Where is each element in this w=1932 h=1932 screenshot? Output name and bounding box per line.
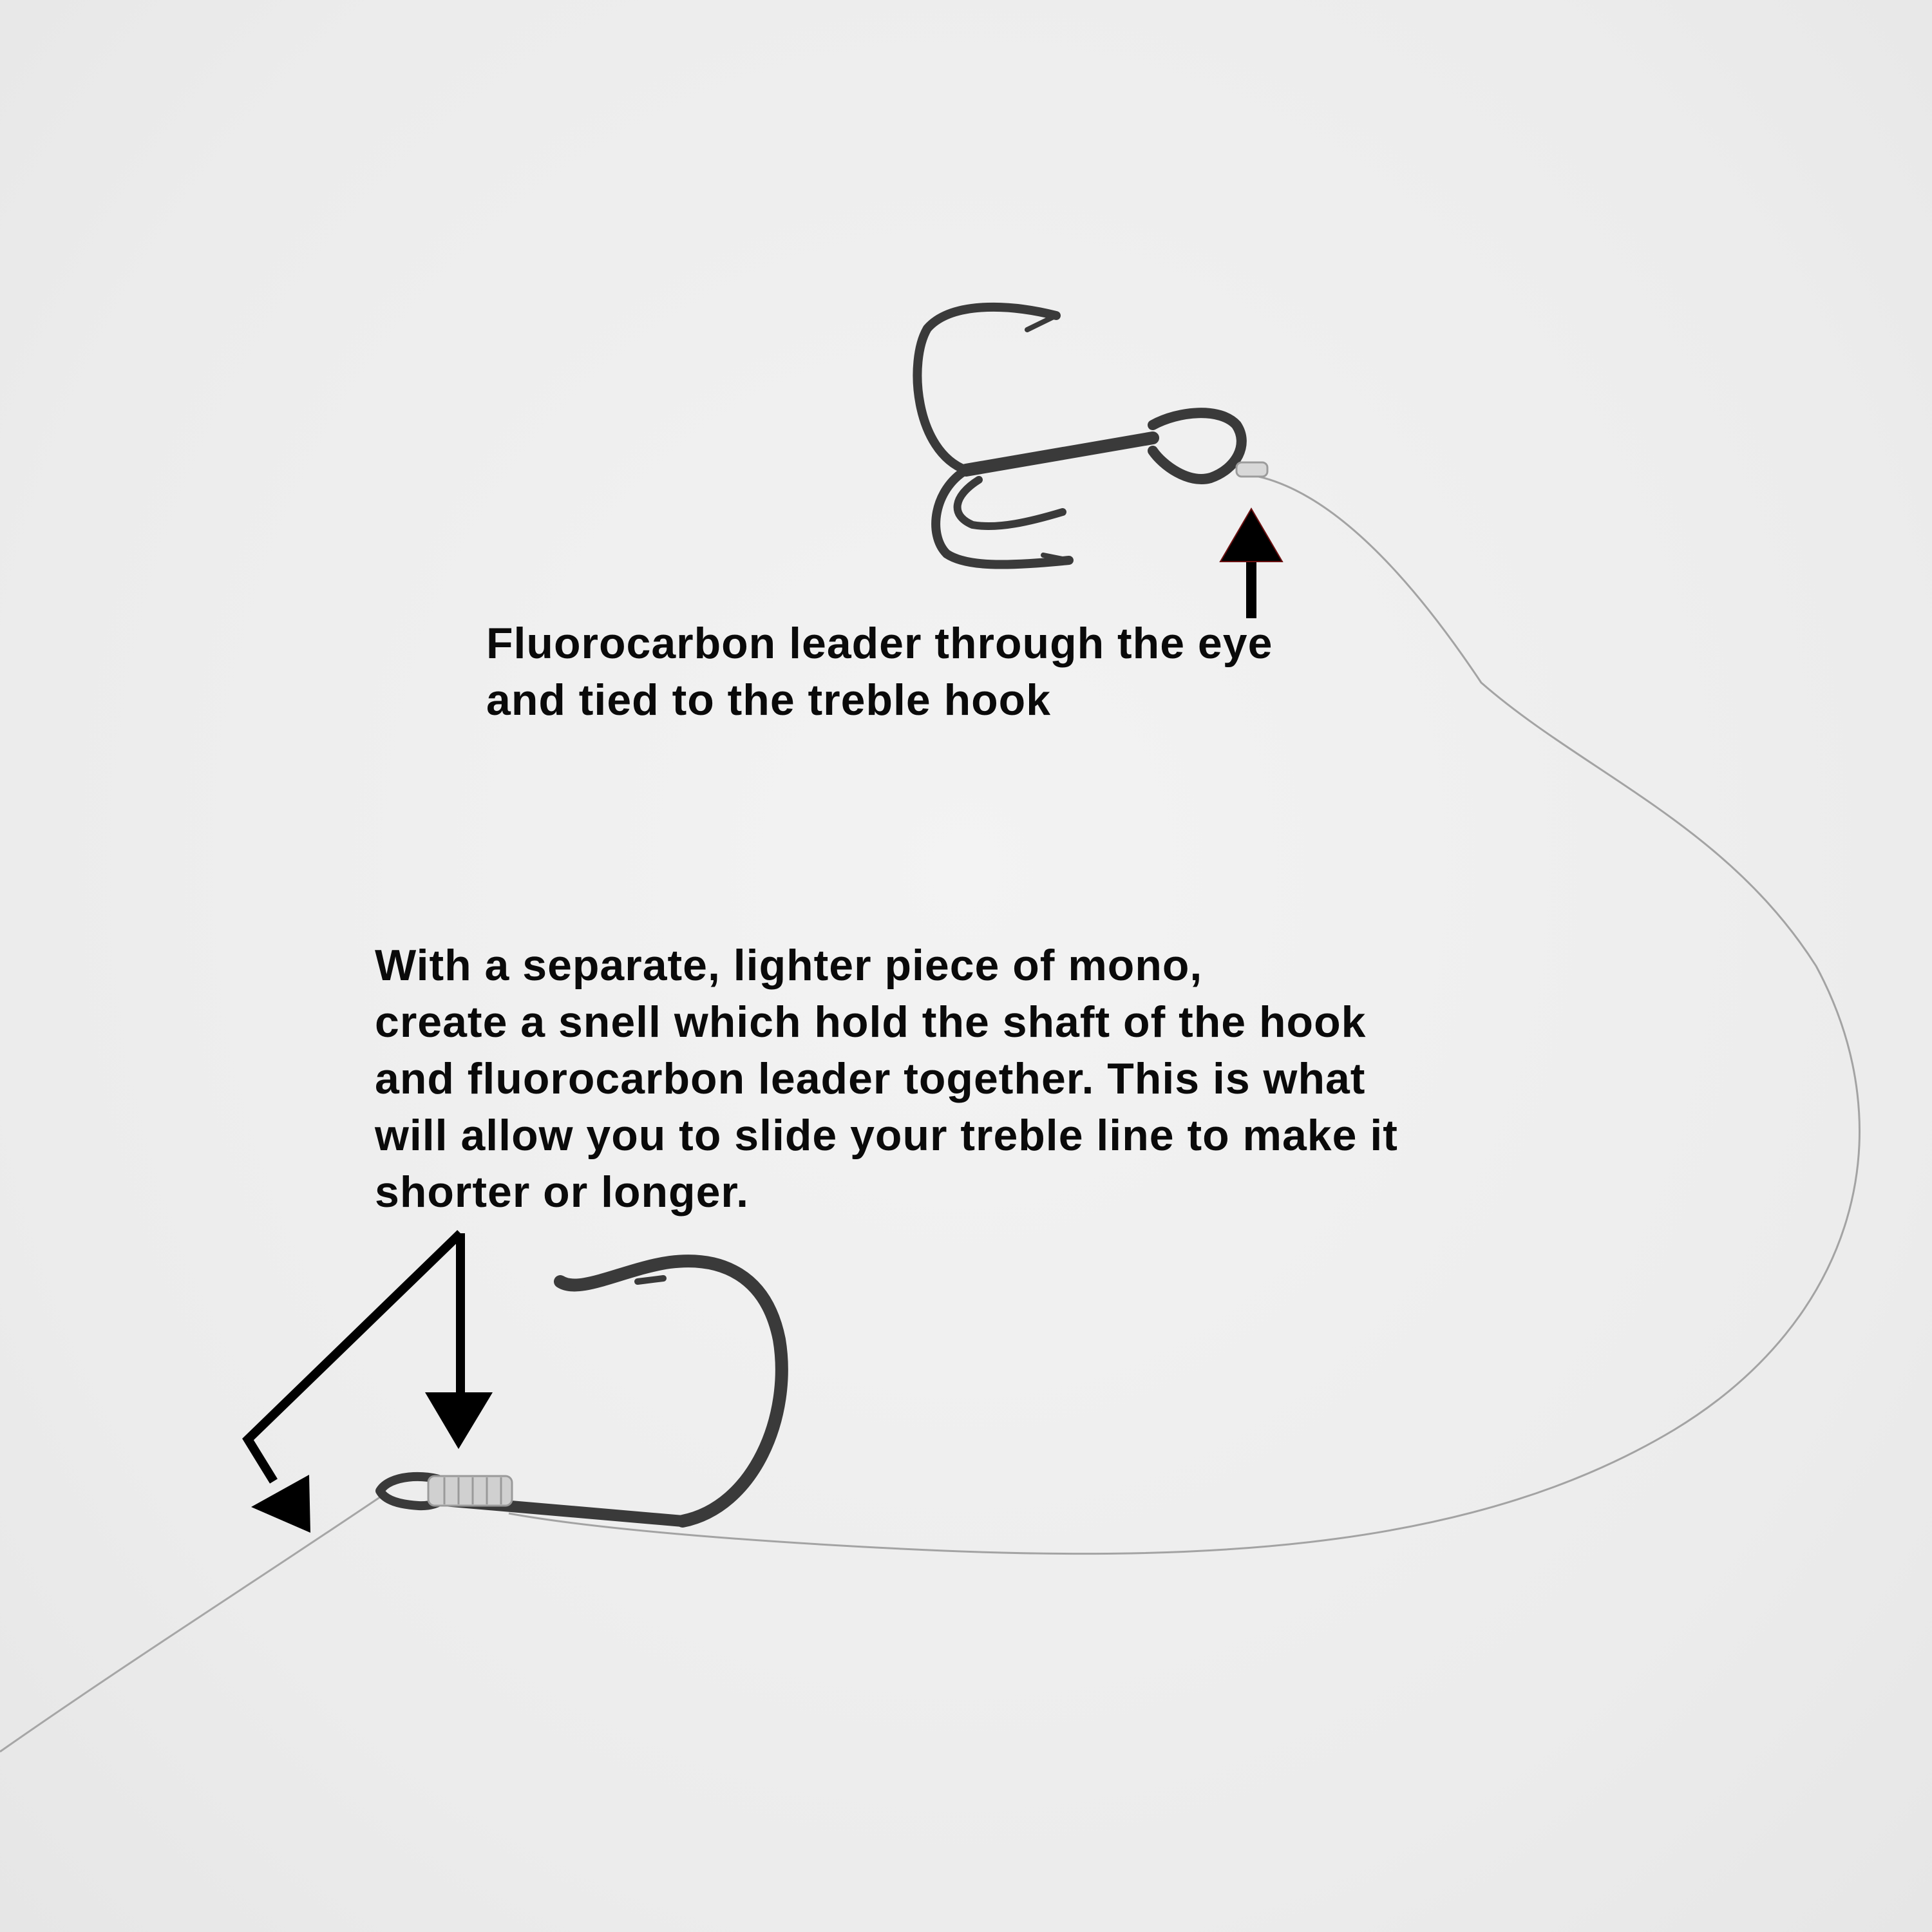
caption-snell (375, 937, 1398, 1220)
treble-hook-middle-bend (958, 480, 1063, 526)
single-hook-bend (560, 1261, 782, 1521)
treble-hook (917, 307, 1241, 565)
treble-hook-upper-bend (917, 307, 1056, 470)
arrows-to-snell (248, 1233, 460, 1481)
main-line (0, 1493, 386, 1752)
caption-line: With a separate, lighter piece of mono, (375, 941, 1203, 990)
caption-line: and tied to the treble hook (486, 676, 1052, 724)
treble-knot (1236, 462, 1267, 477)
arrow-to-treble-knot (1220, 509, 1282, 618)
snell-wrap (428, 1476, 512, 1506)
caption-line: shorter or longer. (375, 1168, 749, 1217)
arrow-head-left (251, 1475, 310, 1533)
caption-line: will allow you to slide your treble line to make it (375, 1111, 1398, 1160)
caption-line: and fluorocarbon leader together. This is what (375, 1054, 1366, 1103)
treble-hook-upper-barb (1027, 316, 1056, 330)
arrow-head-down (425, 1392, 493, 1449)
caption-line: Fluorocarbon leader through the eye (486, 619, 1273, 668)
treble-hook-eye (1153, 413, 1242, 479)
single-hook-barb (638, 1278, 663, 1282)
treble-hook-shank (966, 438, 1153, 470)
caption-line: create a snell which hold the shaft of the hook (375, 998, 1367, 1046)
caption-treble-hook (486, 615, 1273, 728)
